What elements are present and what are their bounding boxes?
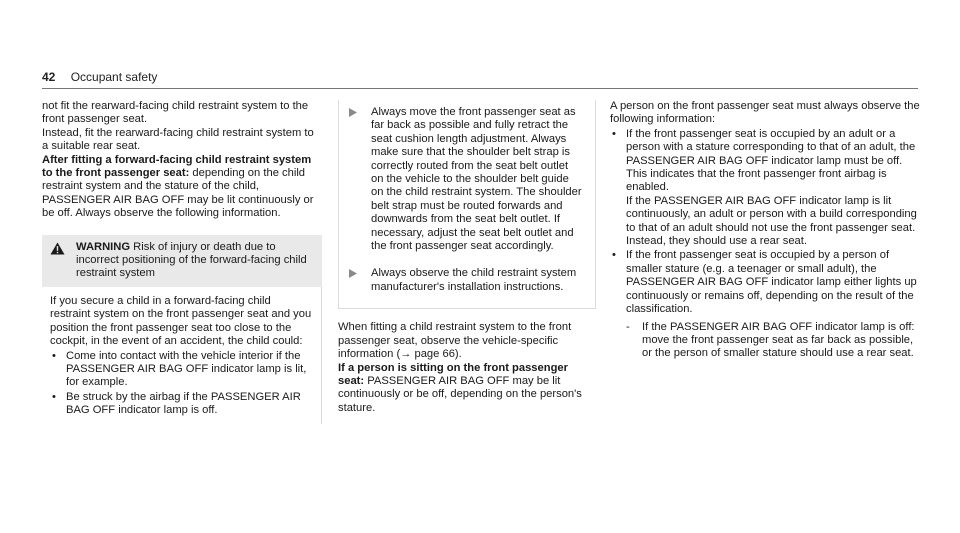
list-item-text: Instead, they should use a rear seat. [626,235,807,248]
list-item [50,350,313,390]
paragraph: If you secure a child in a forward-facing child restraint system on the front passenger seat and you position the front passenger seat too close to the cockpit, in the event of an accident, the child could: [50,294,312,348]
bullet-marker: • [612,127,616,140]
instruction-text: Always move the front passenger seat as far back as possible and fully retract the seat cushion length adjustment. Always make sure that the shoulder belt strap is correctly routed from the seat belt outlet on the vehicle to the shoulder belt guide on the child restraint system. The shoulder belt strap must be routed forwards and downwards from the seat belt outlet. If necessary, adjust the seat belt outlet and the front passenger seat accordingly. [371,106,582,253]
list-item [610,128,920,249]
dash-marker: - [626,320,630,333]
header-divider [42,88,918,89]
column-middle [338,100,596,415]
warning-label: WARNING [76,240,131,253]
page-number: 42 [42,70,56,84]
page-header [42,70,157,84]
warning-title [76,241,314,281]
bullet-marker: • [612,249,616,262]
list-item-text: If the front passenger seat is occupied by a person of smaller stature (e.g. a teenager or small adult), the PASSENGER AIR BAG OFF indicator lamp either lights up continuously or remains off, depending on the result of the classification. [626,249,917,316]
instruction-text: Always observe the child restraint system manufacturer's installation instructions. [371,267,577,293]
section-title: Occupant safety [70,70,158,84]
bullet-marker: • [52,390,56,403]
list-item [610,249,920,360]
warning-triangle-icon [50,241,76,281]
warning-body [42,287,322,424]
paragraph-text: PASSENGER AIR BAG OFF may be lit continuously or be off, depending on the person's stature. [338,374,582,414]
list-item-text: Come into contact with the vehicle interior if the PASSENGER AIR BAG OFF indicator lamp is lit, for example. [66,349,307,389]
paragraph: A person on the front passenger seat must always observe the following information: [610,100,920,126]
paragraph [42,154,322,221]
step-arrow-icon [347,106,371,253]
bullet-marker: • [52,349,56,362]
instruction-step [347,267,583,294]
list-item-text: If the front passenger seat is occupied by an adult or a person with a stature corresponding to that of an adult, the PASSENGER AIR BAG OFF indicator lamp must be off. This indicates that the front passenger front airbag is enabled. [626,127,916,194]
column-left [42,100,322,424]
bold-lead: After fitting a forward-facing child restraint system to the front passenger seat: [42,153,312,180]
paragraph-text: depending on the child restraint system and the stature of the child, PASSENGER AIR BAG OFF may be lit continuously or be off. Always observe the following information. [42,167,314,220]
list-item [50,391,313,418]
warning-text: Risk of injury or death due to incorrect positioning of the forward-facing child restraint system [76,240,307,280]
list-item-text: Be struck by the airbag if the PASSENGER AIR BAG OFF indicator lamp is off. [66,390,301,417]
sub-list-item-text: If the PASSENGER AIR BAG OFF indicator lamp is off: move the front passenger seat as far back as possible, or the person of smaller stature should use a rear seat. [642,320,915,360]
warning-box [42,235,322,424]
list-item-body [626,249,920,360]
warning-header [42,235,322,287]
sub-list-item [626,321,920,361]
step-arrow-icon [347,267,371,294]
warning-box-continued [338,100,596,309]
instruction-step [347,106,583,253]
column-right [610,100,920,361]
paragraph [338,362,596,416]
bold-lead: If a person is sitting on the front passenger seat: [338,361,568,387]
list-item-text: If the PASSENGER AIR BAG OFF indicator lamp is lit continuously, an adult or person with a build corresponding to that of an adult should not use the front passenger seat. [626,194,917,234]
paragraph: not fit the rearward-facing child restraint system to the front passenger seat. [42,100,309,126]
list-item-body [626,128,920,249]
paragraph: When fitting a child restraint system to the front passenger seat, observe the vehicle-specific information (→ page 66). [338,321,572,361]
paragraph: Instead, fit the rearward-facing child restraint system to a suitable rear seat. [42,126,314,153]
